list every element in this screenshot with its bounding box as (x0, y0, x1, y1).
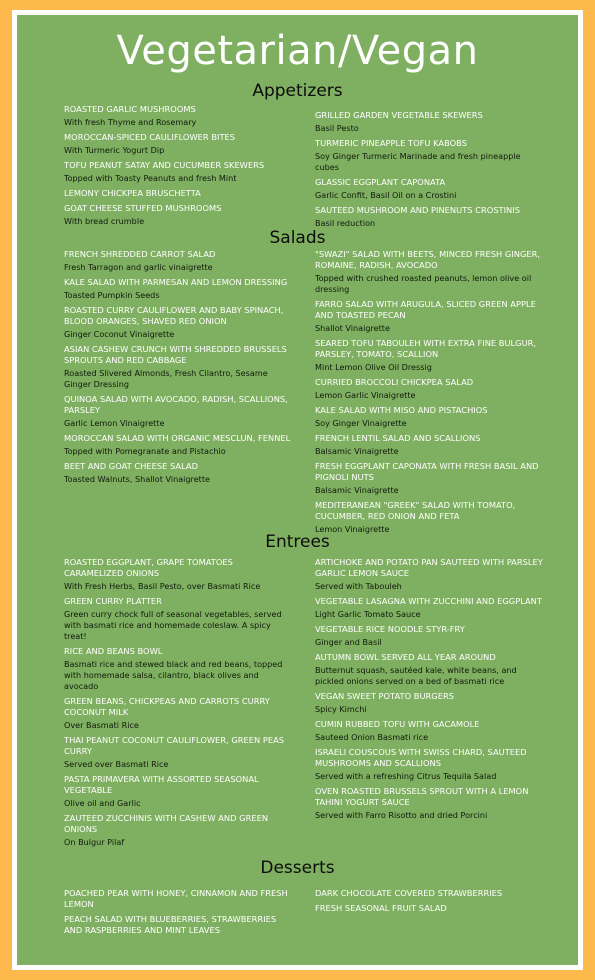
menu-item (315, 500, 547, 535)
menu-item-description: Spicy Kimchi (315, 704, 367, 714)
menu-item-name: VEGETABLE LASAGNA WITH ZUCCHINI AND EGGPLANT (315, 596, 542, 606)
section-heading-desserts: Desserts (260, 858, 335, 878)
menu-item-name: ZAUTEED ZUCCHINIS WITH CASHEW AND GREEN ONIONS (64, 813, 269, 834)
menu-item-name: FRENCH LENTIL SALAD AND SCALLIONS (315, 433, 481, 443)
menu-item (315, 299, 547, 334)
menu-item-name: GOAT CHEESE STUFFED MUSHROOMS (64, 203, 222, 213)
menu-item-description: Butternut squash, sautéed kale, white beans, and pickled onions served on a bed of basmati rice (315, 665, 517, 686)
menu-item-name: OVEN ROASTED BRUSSELS SPROUT WITH A LEMON TAHINI YOGURT SAUCE (315, 786, 529, 807)
menu-item-description: With Turmeric Yogurt Dip (64, 145, 165, 155)
menu-item-name: ROASTED EGGPLANT, GRAPE TOMATOES CARAMELIZED ONIONS (64, 557, 233, 578)
menu-item-name: ISRAELI COUSCOUS WITH SWISS CHARD, SAUTEED MUSHROOMS AND SCALLIONS (315, 747, 527, 768)
menu-item (315, 596, 547, 620)
menu-item-description: Toasted Walnuts, Shallot Vinaigrette (64, 474, 211, 484)
section-heading-entrees: Entrees (265, 532, 330, 552)
menu-item-description: Lemon Vinaigrette (315, 524, 390, 534)
menu-item-name: CURRIED BROCCOLI CHICKPEA SALAD (315, 377, 474, 387)
menu-item-name: FRESH EGGPLANT CAPONATA WITH FRESH BASIL AND PIGNOLI NUTS (315, 461, 539, 482)
menu-item (315, 888, 547, 899)
menu-item-name: "SWAZI" SALAD WITH BEETS, MINCED FRESH GINGER, ROMAINE, RADISH, AVOCADO (315, 249, 541, 270)
menu-item-name: ROASTED CURRY CAULIFLOWER AND BABY SPINACH, BLOOD ORANGES, SHAVED RED ONION (64, 305, 284, 326)
menu-item-name: SEARED TOFU TABOULEH WITH EXTRA FINE BULGUR, PARSLEY, TOMATO, SCALLION (315, 338, 537, 359)
menu-column-left (64, 557, 294, 852)
menu-column-right (315, 888, 547, 918)
menu-item-name: ARTICHOKE AND POTATO PAN SAUTEED WITH PARSLEY GARLIC LEMON SAUCE (315, 557, 543, 578)
menu-item-description: Topped with crushed roasted peanuts, lemon olive oil dressing (315, 273, 532, 294)
menu-item-description: Toasted Pumpkin Seeds (64, 290, 160, 300)
menu-title: Vegetarian/Vegan (116, 28, 479, 74)
menu-item (64, 596, 294, 642)
menu-item-name: CUMIN RUBBED TOFU WITH GACAMOLE (315, 719, 480, 729)
menu-item-name: PEACH SALAD WITH BLUEBERRIES, STRAWBERRIES AND RASPBERRIES AND MINT LEAVES (64, 914, 277, 935)
menu-item-description: Basil reduction (315, 218, 376, 228)
menu-item-description: Shallot Vinaigrette (315, 323, 390, 333)
menu-item (315, 249, 547, 295)
menu-item (315, 405, 547, 429)
menu-item (315, 786, 547, 821)
menu-item-description: Served over Basmati Rice (64, 759, 169, 769)
menu-item-name: GREEN BEANS, CHICKPEAS AND CARROTS CURRY COCONUT MILK (64, 696, 270, 717)
menu-item-name: MEDITERANEAN "GREEK" SALAD WITH TOMATO, CUCUMBER, RED ONION AND FETA (315, 500, 516, 521)
menu-item-name: KALE SALAD WITH PARMESAN AND LEMON DRESSING (64, 277, 288, 287)
menu-item-description: With Fresh Herbs, Basil Pesto, over Basmati Rice (64, 581, 261, 591)
menu-column-left (64, 888, 294, 940)
menu-item-description: Served with Tabouleh (315, 581, 402, 591)
menu-item (64, 914, 294, 936)
menu-item-name: FRESH SEASONAL FRUIT SALAD (315, 903, 447, 913)
menu-column-left (64, 249, 294, 489)
menu-item-name: BEET AND GOAT CHEESE SALAD (64, 461, 198, 471)
menu-item-name: QUINOA SALAD WITH AVOCADO, RADISH, SCALLIONS, PARSLEY (64, 394, 288, 415)
menu-item (64, 646, 294, 692)
section-heading-appetizers: Appetizers (252, 81, 343, 101)
menu-item-description: Basmati rice and stewed black and red beans, topped with homemade salsa, cilantro, black olives and avocado (64, 659, 283, 691)
menu-item (315, 691, 547, 715)
menu-item-name: PASTA PRIMAVERA WITH ASSORTED SEASONAL VEGETABLE (64, 774, 259, 795)
menu-item-name: TURMERIC PINEAPPLE TOFU KABOBS (315, 138, 467, 148)
menu-item (64, 188, 294, 199)
menu-item-description: Mint Lemon Olive Oil Dressig (315, 362, 432, 372)
menu-item (315, 903, 547, 914)
menu-item-description: Topped with Toasty Peanuts and fresh Mint (64, 173, 237, 183)
menu-item (64, 696, 294, 731)
menu-item (315, 747, 547, 782)
menu-item (64, 813, 294, 848)
menu-item (64, 433, 294, 457)
menu-item-name: RICE AND BEANS BOWL (64, 646, 163, 656)
menu-item (64, 160, 294, 184)
menu-item (64, 249, 294, 273)
menu-item (315, 177, 547, 201)
menu-item (64, 104, 294, 128)
menu-column-left (64, 104, 294, 231)
menu-item-description: Lemon Garlic Vinaigrette (315, 390, 416, 400)
menu-item-name: LEMONY CHICKPEA BRUSCHETTA (64, 188, 201, 198)
menu-item-description: Over Basmati Rice (64, 720, 139, 730)
menu-item (64, 203, 294, 227)
menu-item-description: With fresh Thyme and Rosemary (64, 117, 197, 127)
menu-item (315, 377, 547, 401)
menu-item (64, 277, 294, 301)
menu-item-description: Topped with Pomegranate and Pistachio (64, 446, 226, 456)
menu-item (64, 394, 294, 429)
menu-item-description: Ginger Coconut Vinaigrette (64, 329, 175, 339)
menu-item-name: SAUTEED MUSHROOM AND PINENUTS CROSTINIS (315, 205, 520, 215)
menu-item-name: GREEN CURRY PLATTER (64, 596, 162, 606)
menu-item-description: Garlic Confit, Basil Oil on a Crostini (315, 190, 457, 200)
menu-item-description: Green curry chock full of seasonal vegetables, served with basmati rice and homemade coleslaw. A spicy treat! (64, 609, 282, 641)
menu-item (315, 433, 547, 457)
section-heading-salads: Salads (269, 228, 326, 248)
menu-item-name: GLASSIC EGGPLANT CAPONATA (315, 177, 446, 187)
menu-item (315, 338, 547, 373)
menu-item-description: On Bulgur Pilaf (64, 837, 125, 847)
menu-item-description: Sauteed Onion Basmati rice (315, 732, 429, 742)
menu-item-name: VEGETABLE RICE NOODLE STYR-FRY (315, 624, 465, 634)
menu-item-name: FARRO SALAD WITH ARUGULA, SLICED GREEN APPLE AND TOASTED PECAN (315, 299, 536, 320)
menu-item-name: THAI PEANUT COCONUT CAULIFLOWER, GREEN PEAS CURRY (64, 735, 285, 756)
menu-item-description: Fresh Tarragon and garlic vinaigrette (64, 262, 213, 272)
menu-item-description: Soy Ginger Turmeric Marinade and fresh pineapple cubes (315, 151, 521, 172)
menu-item (64, 132, 294, 156)
menu-item-description: Balsamic Vinaigrette (315, 446, 399, 456)
menu-item (64, 557, 294, 592)
menu-item (64, 888, 294, 910)
menu-item-name: DARK CHOCOLATE COVERED STRAWBERRIES (315, 888, 503, 898)
menu-item (315, 205, 547, 229)
menu-item-description: Served with Farro Risotto and dried Porcini (315, 810, 488, 820)
menu-item-description: Roasted Slivered Almonds, Fresh Cilantro, Sesame Ginger Dressing (64, 368, 268, 389)
menu-column-right (315, 110, 547, 233)
menu-item (315, 719, 547, 743)
menu-column-right (315, 557, 547, 825)
menu-item (64, 305, 294, 340)
menu-item-description: Ginger and Basil (315, 637, 382, 647)
menu-item (315, 624, 547, 648)
menu-item-name: ROASTED GARLIC MUSHROOMS (64, 104, 196, 114)
menu-item-description: Served with a refreshing Citrus Tequila Salad (315, 771, 497, 781)
menu-item-name: POACHED PEAR WITH HONEY, CINNAMON AND FRESH LEMON (64, 888, 288, 909)
menu-item-description: Soy Ginger Vinaigrette (315, 418, 407, 428)
menu-item (64, 735, 294, 770)
menu-item-description: Basil Pesto (315, 123, 359, 133)
menu-item-description: Balsamic Vinaigrette (315, 485, 399, 495)
menu-item-name: KALE SALAD WITH MISO AND PISTACHIOS (315, 405, 488, 415)
menu-column-right (315, 249, 547, 539)
menu-item-description: Garlic Lemon Vinaigrette (64, 418, 165, 428)
menu-item (315, 461, 547, 496)
menu-item-description: Olive oil and Garlic (64, 798, 141, 808)
menu-item (315, 110, 547, 134)
menu-item-description: With bread crumble (64, 216, 145, 226)
menu-item (64, 774, 294, 809)
menu-item-name: ASIAN CASHEW CRUNCH WITH SHREDDED BRUSSELS SPROUTS AND RED CABBAGE (64, 344, 287, 365)
menu-item-name: GRILLED GARDEN VEGETABLE SKEWERS (315, 110, 483, 120)
menu-item (315, 557, 547, 592)
menu-item-name: FRENCH SHREDDED CARROT SALAD (64, 249, 216, 259)
menu-item-name: AUTUMN BOWL SERVED ALL YEAR AROUND (315, 652, 496, 662)
menu-item (64, 344, 294, 390)
menu-item (315, 652, 547, 687)
menu-item-name: MOROCCAN SALAD WITH ORGANIC MESCLUN, FENNEL (64, 433, 291, 443)
menu-item-name: MOROCCAN-SPICED CAULIFLOWER BITES (64, 132, 236, 142)
menu-item (64, 461, 294, 485)
menu-item (315, 138, 547, 173)
menu-item-description: Light Garlic Tomato Sauce (315, 609, 421, 619)
menu-item-name: TOFU PEANUT SATAY AND CUCUMBER SKEWERS (64, 160, 265, 170)
menu-item-name: VEGAN SWEET POTATO BURGERS (315, 691, 454, 701)
